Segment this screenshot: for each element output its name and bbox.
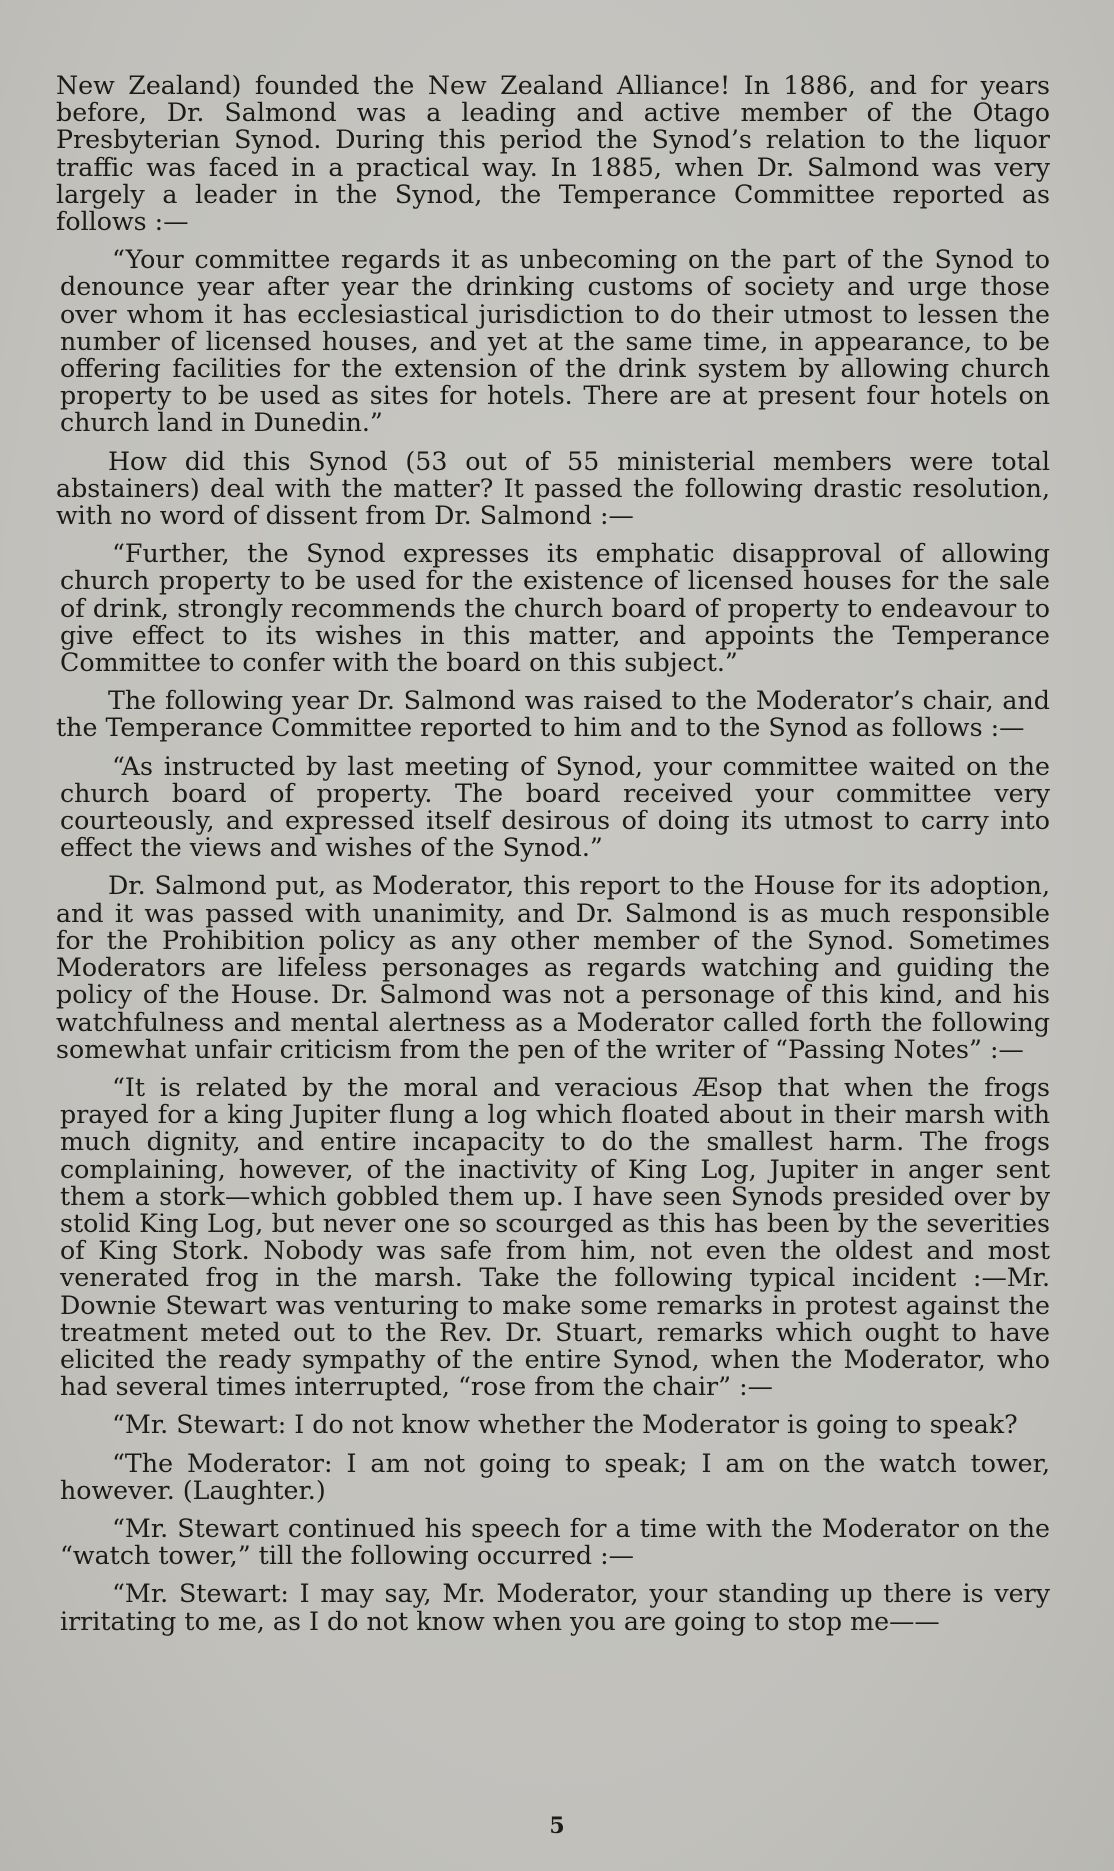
quote-synod-resolution: “Further, the Synod expresses its emphatic disapproval of allowing church property to be used for the existence of licensed houses for the sale of drink, strongly recommends the church board of property to endeavour to give effect to its wishes in this matter, and appoints the Temperance Committee to confer with the board on this subject.” [60,539,1050,678]
quote-moderator-watch-tower: “The Moderator: I am not going to speak; I am on the watch tower, however. (Laughter.) [60,1448,1050,1505]
paragraph-moderator-chair: The following year Dr. Salmond was raised to the Moderator’s chair, and the Temperance Committee reported to him and to the Synod as follows :— [56,686,1050,743]
quote-stewart-continued: “Mr. Stewart continued his speech for a time with the Moderator on the “watch tower,” till the following occurred :— [60,1513,1050,1571]
paragraph-report-adoption: Dr. Salmond put, as Moderator, this report to the House for its adoption, and it was passed with unanimity, and Dr. Salmond is as much responsible for the Prohibition policy as any other member of the Synod. Sometimes Moderators are lifeless personages as regards watching and guiding the policy of the House. Dr. Salmond was not a personage of this kind, and his watchfulness and mental alertness as a Moderator called forth the following somewhat unfair criticism from the pen of the writer of “Passing Notes” :— [56,871,1050,1064]
quote-stewart-1: “Mr. Stewart: I do not know whether the Moderator is going to speak? [112,1410,1018,1440]
paragraph-synod-question: How did this Synod (53 out of 55 ministerial members were total abstainers) deal with the matter? It passed the following drastic resolution, with no word of dissent from Dr. Salmond :— [56,446,1050,531]
page-number: 5 [549,1813,565,1839]
body-text [56,72,1050,1646]
quote-committee-waited: “As instructed by last meeting of Synod, your committee waited on the church board of property. The board received your committee very courteously, and expressed itself desirous of doing its utmost to carry into effect the views and wishes of the Synod.” [60,751,1050,863]
quote-passing-notes: “It is related by the moral and veracious Æsop that when the frogs prayed for a king Jupiter flung a log which floated about in their marsh with much dignity, and entire incapacity to do the smallest harm. The frogs complaining, however, of the inactivity of King Log, Jupiter in anger sent them a stork—which gobbled them up. I have seen Synods presided over by stolid King Log, but never one so scourged as this has been by the severities of King Stork. Nobody was safe from him, not even the oldest and most venerated frog in the marsh. Take the following typical incident :—Mr. Downie Stewart was venturing to make some remarks in protest against the treatment meted out to the Rev. Dr. Stuart, remarks which ought to have elicited the ready sympathy of the entire Synod, when the Moderator, who had several times interrupted, “rose from the chair” :— [60,1072,1050,1402]
quote-temperance-committee-report: “Your committee regards it as unbecoming on the part of the Synod to denounce year after year the drinking customs of society and urge those over whom it has ecclesiastical jurisdiction to do their utmost to lessen the number of licensed houses, and yet at the same time, in appearance, to be offering facilities for the extension of the drink system by allowing church property to be used as sites for hotels. There are at present four hotels on church land in Dunedin.” [60,245,1050,438]
paragraph-intro: New Zealand) founded the New Zealand Alliance! In 1886, and for years before, Dr. Salmond was a leading and active member of the Otago Presbyterian Synod. During this period the Synod’s relation to the liquor traffic was faced in a practical way. In 1885, when Dr. Salmond was very largely a leader in the Synod, the Temperance Committee reported as follows :— [56,71,1050,237]
quote-stewart-2: “Mr. Stewart: I may say, Mr. Moderator, your standing up there is very irritating to me, as I do not know when you are going to stop me—— [60,1579,1050,1636]
